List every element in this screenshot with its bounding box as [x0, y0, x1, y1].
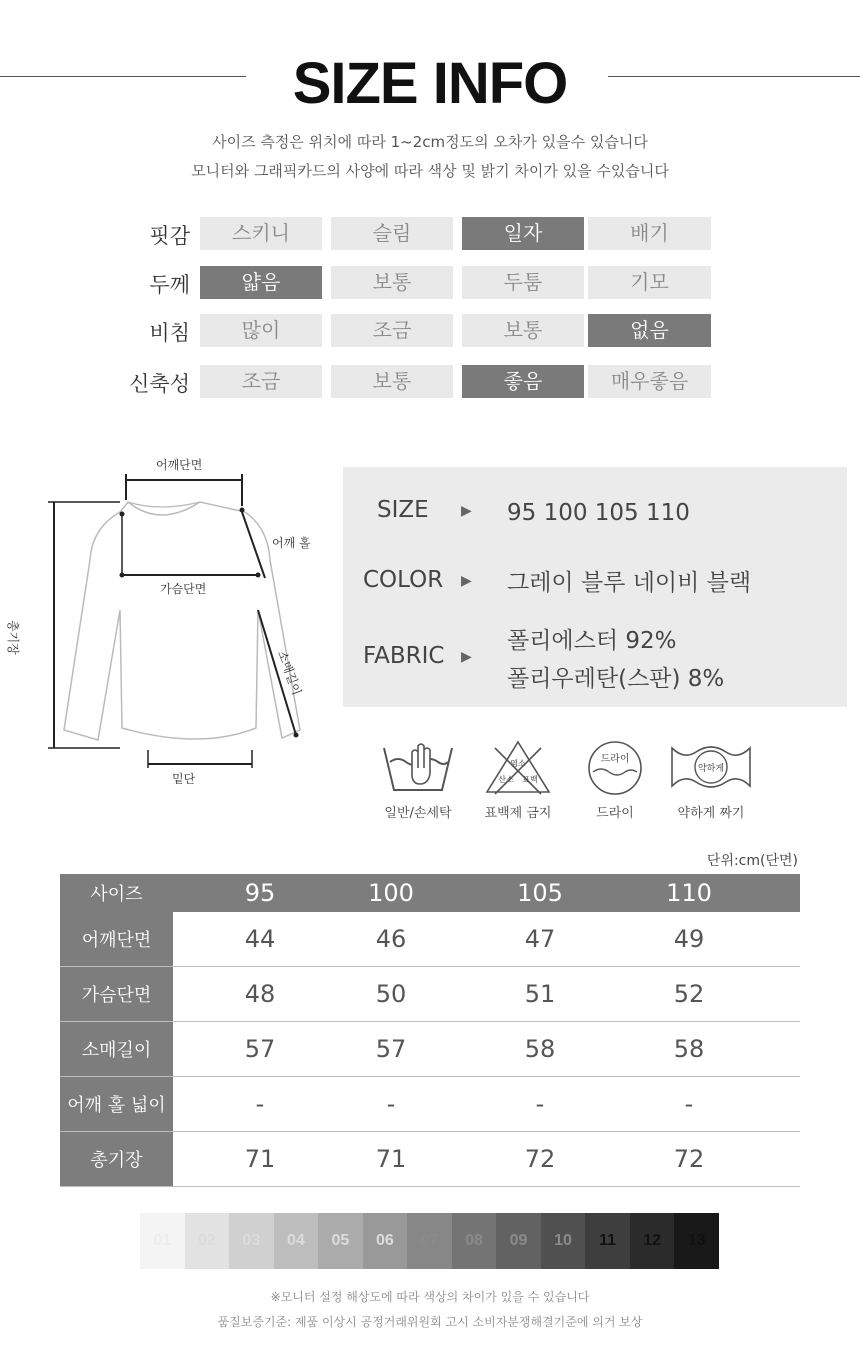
table-cell: 71 [375, 1145, 407, 1173]
size-header-label: 사이즈 [60, 874, 173, 912]
chest-width-label: 가슴단면 [160, 582, 207, 596]
table-row [60, 1077, 800, 1132]
table-cell: 46 [375, 925, 407, 953]
care-wash-label: 일반/손세탁 [384, 806, 452, 821]
gray-swatch: 02 [185, 1213, 230, 1269]
attribute-label: 두께 [149, 273, 190, 297]
table-cell: - [386, 1090, 396, 1118]
hand-wash-icon [378, 738, 458, 796]
size-header-cell: 105 [517, 879, 563, 907]
attribute-option: 배기 [588, 217, 711, 250]
attribute-row [0, 266, 860, 300]
table-cell: 48 [244, 980, 276, 1008]
table-cell: 44 [244, 925, 276, 953]
care-dry [560, 738, 670, 821]
row-label: 어깨단면 [60, 912, 173, 966]
attribute-option-selected: 없음 [588, 314, 711, 347]
dry-clean-icon [585, 738, 645, 796]
attribute-option: 매우좋음 [588, 365, 711, 398]
table-cell: 50 [375, 980, 407, 1008]
attribute-option: 스키니 [200, 217, 322, 250]
attribute-option: 보통 [331, 365, 453, 398]
table-row [60, 967, 800, 1022]
table-cell: 72 [673, 1145, 705, 1173]
table-cell: 52 [673, 980, 705, 1008]
table-cell: 57 [244, 1035, 276, 1063]
care-wash [363, 738, 473, 821]
arrow-right-icon: ▶ [461, 649, 472, 665]
quality-guarantee: 품질보증기준: 제품 이상시 공정거래위원회 고시 소비자분쟁해결기준에 의거 보상 [217, 1315, 643, 1329]
attribute-option: 두툼 [462, 266, 584, 299]
spec-fabric-key: FABRIC [363, 643, 445, 669]
gray-swatch: 06 [363, 1213, 408, 1269]
attribute-option: 조금 [331, 314, 453, 347]
size-table [60, 874, 800, 1187]
size-table-header [60, 874, 800, 912]
arrow-right-icon: ▶ [461, 573, 472, 589]
size-header-cell: 100 [368, 879, 414, 907]
size-table-body [60, 912, 800, 1187]
care-wring [656, 738, 766, 821]
svg-text:염소: 염소 [510, 759, 526, 768]
table-cell: 72 [524, 1145, 556, 1173]
shoulder-width-label: 어깨단면 [156, 458, 203, 472]
attribute-row [0, 217, 860, 251]
row-label: 어깨 홀 넓이 [60, 1077, 173, 1131]
row-label: 총기장 [60, 1132, 173, 1186]
gray-swatch: 10 [541, 1213, 586, 1269]
row-label: 소매길이 [60, 1022, 173, 1076]
attribute-option-selected: 일자 [462, 217, 584, 250]
table-cell: 58 [524, 1035, 556, 1063]
sleeve-length-label: 소매길이 [274, 648, 304, 698]
gray-swatch: 11 [585, 1213, 630, 1269]
table-cell: 71 [244, 1145, 276, 1173]
table-row [60, 1132, 800, 1187]
table-cell: 47 [524, 925, 556, 953]
table-cell: - [535, 1090, 545, 1118]
care-bleach-label: 표백제 금지 [484, 806, 552, 821]
svg-text:약하게: 약하게 [697, 764, 725, 774]
attribute-option: 기모 [588, 266, 711, 299]
table-cell: 49 [673, 925, 705, 953]
table-cell: - [684, 1090, 694, 1118]
gray-swatch: 05 [318, 1213, 363, 1269]
svg-text:드라이: 드라이 [600, 754, 630, 765]
attribute-option: 보통 [462, 314, 584, 347]
gray-swatch: 09 [496, 1213, 541, 1269]
spec-color-key: COLOR [363, 567, 444, 593]
size-header-cell: 95 [244, 879, 276, 907]
spec-fabric-value-1: 폴리에스터 92% [507, 628, 677, 654]
attribute-option: 보통 [331, 266, 453, 299]
attribute-label: 핏감 [149, 224, 190, 248]
gray-swatch: 13 [674, 1213, 719, 1269]
gray-swatch: 03 [229, 1213, 274, 1269]
attribute-option: 많이 [200, 314, 322, 347]
table-row [60, 912, 800, 967]
arrow-right-icon: ▶ [461, 503, 472, 519]
care-bleach [463, 738, 573, 821]
attribute-option-selected: 좋음 [462, 365, 584, 398]
gray-swatch: 04 [274, 1213, 319, 1269]
size-header-cell: 110 [666, 879, 712, 907]
spec-fabric-value-2: 폴리우레탄(스판) 8% [507, 666, 725, 692]
sweater-outline-icon [20, 450, 340, 790]
table-cell: 58 [673, 1035, 705, 1063]
product-spec-box [343, 467, 847, 707]
gray-swatch: 12 [630, 1213, 675, 1269]
hem-label: 밑단 [172, 772, 196, 786]
gray-swatch: 08 [452, 1213, 497, 1269]
care-dry-label: 드라이 [596, 806, 634, 821]
attribute-option: 조금 [200, 365, 322, 398]
spec-color-value: 그레이 블루 네이비 블랙 [507, 570, 752, 596]
svg-text:산소: 산소 [498, 775, 514, 784]
row-label: 가슴단면 [60, 967, 173, 1021]
table-cell: 57 [375, 1035, 407, 1063]
gentle-wring-icon [666, 738, 756, 796]
armhole-label: 어깨 홀 [272, 536, 311, 550]
attribute-label: 비침 [149, 321, 190, 345]
table-unit-note: 단위:cm(단면) [706, 853, 798, 869]
table-cell: 51 [524, 980, 556, 1008]
spec-size-key: SIZE [377, 497, 429, 523]
attribute-row [0, 365, 860, 399]
gray-swatch: 01 [140, 1213, 185, 1269]
attribute-label: 신축성 [129, 372, 190, 396]
spec-size-value: 95 100 105 110 [507, 500, 690, 526]
garment-diagram [6, 450, 340, 790]
monitor-notice: 모니터와 그래픽카드의 사양에 따라 색상 및 밝기 차이가 있을 수있습니다 [191, 162, 669, 180]
attribute-option-selected: 얇음 [200, 266, 322, 299]
total-length-label: 총기장 [6, 620, 20, 655]
color-disclaimer: ※모니터 설정 해상도에 따라 색상의 차이가 있을 수 있습니다 [270, 1290, 590, 1304]
grayscale-calibration-strip [140, 1213, 719, 1269]
measurement-notice: 사이즈 측정은 위치에 따라 1~2cm정도의 오차가 있을수 있습니다 [212, 133, 648, 151]
table-row [60, 1022, 800, 1077]
attribute-row [0, 314, 860, 348]
no-bleach-icon [483, 738, 553, 796]
gray-swatch: 07 [407, 1213, 452, 1269]
table-cell: - [255, 1090, 265, 1118]
page-title: SIZE INFO [292, 51, 568, 116]
care-wring-label: 약하게 짜기 [677, 806, 745, 821]
svg-text:표백: 표백 [522, 775, 538, 784]
attribute-option: 슬림 [331, 217, 453, 250]
